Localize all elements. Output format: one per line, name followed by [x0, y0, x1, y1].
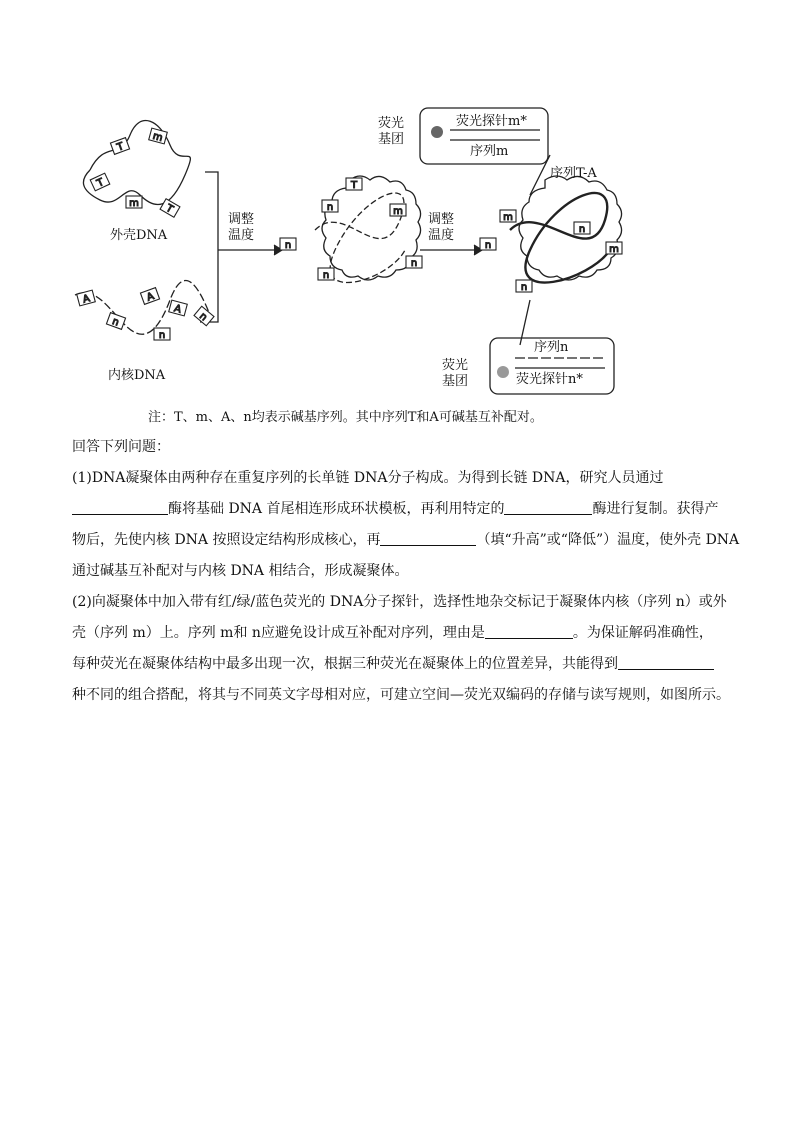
- seq-box-letter: T: [115, 141, 126, 154]
- seq-box-letter: n: [484, 240, 492, 251]
- seq-box-letter: m: [151, 130, 164, 145]
- fluor-group-top-a: 荧光: [378, 116, 405, 131]
- seq-box-letter: n: [158, 330, 166, 341]
- fluor-group-dot-bottom: [497, 366, 509, 378]
- seq-box-letter: n: [578, 224, 586, 235]
- seq-box-letter: A: [172, 303, 183, 316]
- core-dna-label: 内核DNA: [108, 368, 166, 383]
- q2-line-1: (2)向凝聚体中加入带有红/绿/蓝色荧光的 DNA分子探针，选择性地杂交标记于凝聚体内核（序列 n）或外: [72, 594, 727, 610]
- q2-text-c: 。为保证解码准确性，: [572, 625, 713, 641]
- q2-line-3: [72, 649, 732, 680]
- q1-line-2: [72, 494, 732, 525]
- answer-blank-1[interactable]: [72, 500, 168, 515]
- seq-box-letter: T: [350, 180, 358, 191]
- q1-line-3: [72, 525, 740, 556]
- probe-m-label: 荧光探针m*: [456, 114, 527, 129]
- seq-box-letter: n: [322, 270, 330, 281]
- q1-line-4: 通过碱基互补配对与内核 DNA 相结合，形成凝聚体。: [72, 563, 409, 579]
- adjust-temp-label-1a: 调整: [228, 212, 255, 227]
- seq-box-letter: m: [609, 244, 619, 255]
- seq-box-letter: n: [110, 316, 121, 329]
- q2-line-2: [72, 618, 732, 649]
- seq-box-letter: n: [326, 202, 334, 213]
- fluor-group-top-b: 基团: [378, 132, 405, 147]
- answer-blank-2[interactable]: [504, 500, 592, 515]
- answer-blank-4[interactable]: [485, 624, 573, 639]
- shell-dna-label: 外壳DNA: [110, 228, 168, 243]
- seq-box-letter: n: [197, 310, 210, 324]
- question-block: [72, 432, 740, 711]
- q2-text-b: 壳（序列 m）上。序列 m和 n应避免设计成互补配对序列，理由是: [72, 625, 485, 641]
- seq-box-letter: n: [284, 240, 292, 251]
- fluor-group-bottom-a: 荧光: [442, 358, 469, 373]
- seq-box-letter: m: [129, 198, 139, 209]
- figure-note: 注：T、m、A、n均表示碱基序列。其中序列T和A可碱基互补配对。: [148, 410, 543, 425]
- core-condensate-right: [519, 176, 622, 280]
- fluor-group-bottom-b: 基团: [442, 374, 469, 389]
- q2-text-d: 每种荧光在凝聚体结构中最多出现一次，根据三种荧光在凝聚体上的位置差异，共能得到: [72, 656, 618, 672]
- answer-blank-3[interactable]: [380, 531, 476, 546]
- seq-box-letter: m: [503, 212, 513, 223]
- seq-m-label: 序列m: [470, 144, 509, 159]
- q2-line-4: 种不同的组合搭配，将其与不同英文字母相对应，可建立空间—荧光双编码的存储与读写规则，如图所示。: [72, 687, 730, 703]
- fluor-group-dot-top: [431, 126, 443, 138]
- seq-n-label: 序列n: [534, 340, 569, 355]
- adjust-temp-label-1b: 温度: [228, 228, 255, 243]
- seq-box-letter: A: [145, 291, 156, 304]
- q1-text-b: 酶将基础 DNA 首尾相连形成环状模板，再利用特定的: [168, 501, 505, 517]
- adjust-temp-label-2b: 温度: [428, 228, 455, 243]
- core-dna-strand: [75, 281, 210, 335]
- seq-ta-label: 序列T-A: [550, 166, 597, 181]
- seq-box-letter: T: [95, 177, 106, 190]
- seq-box-letter: T: [163, 203, 175, 216]
- q1-text-c: 酶进行复制。获得产: [592, 501, 719, 517]
- q1-line-1: (1)DNA凝聚体由两种存在重复序列的长单链 DNA分子构成。为得到长链 DNA，研究人员通过: [72, 470, 664, 486]
- q1-text-d: 物后，先使内核 DNA 按照设定结构形成核心，再: [72, 532, 381, 548]
- q1-text-e: （填“升高”或“降低”）温度，使外壳 DNA: [476, 532, 740, 548]
- dna-condensate-figure: [60, 100, 740, 430]
- seq-box-letter: n: [410, 258, 418, 269]
- seq-box-letter: n: [520, 282, 528, 293]
- shell-dna-strand: [83, 121, 190, 205]
- probe-n-label: 荧光探针n*: [516, 372, 583, 387]
- answer-blank-5[interactable]: [618, 655, 714, 670]
- intro-line: 回答下列问题：: [72, 439, 170, 455]
- seq-box-letter: A: [81, 293, 92, 306]
- adjust-temp-label-2a: 调整: [428, 212, 455, 227]
- seq-box-letter: m: [393, 206, 403, 217]
